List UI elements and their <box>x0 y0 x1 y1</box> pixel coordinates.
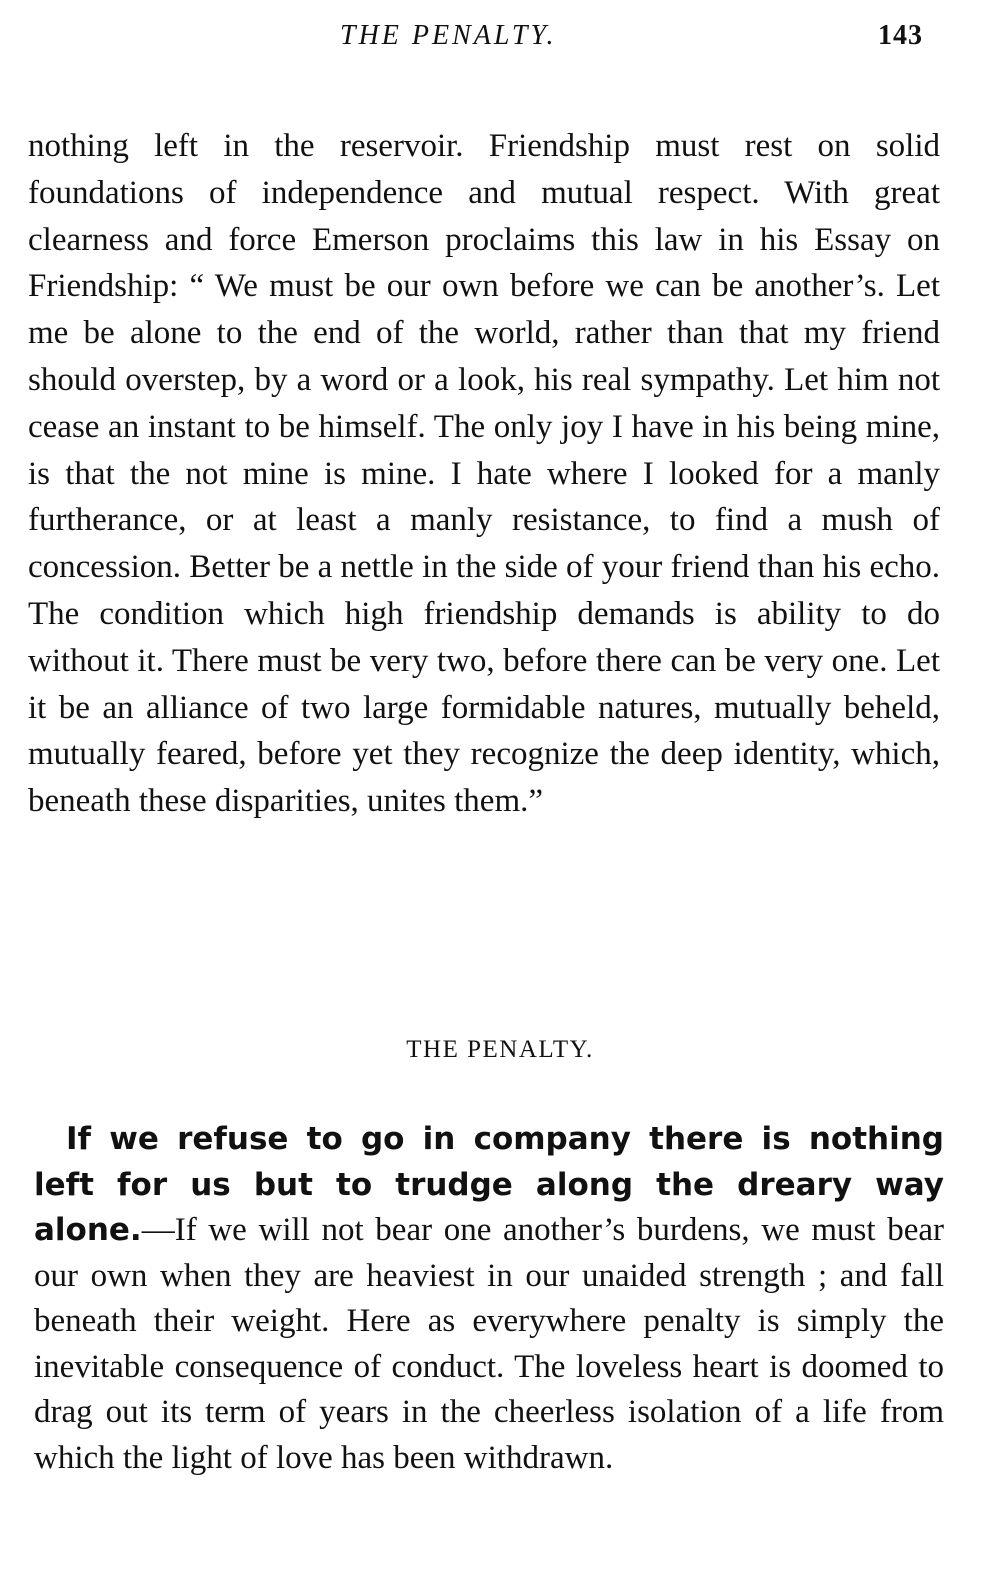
section-heading: THE PENALTY. <box>406 1036 594 1063</box>
running-title: THE PENALTY. <box>340 20 557 51</box>
section-paragraph <box>34 1117 944 1481</box>
body-paragraph: nothing left in the reservoir. Friendship must rest on solid foundations of independence and mutual respect. With great clearness and force Emerson proclaims this law in his Essay on Friendship: “ We must be our own before we can be another’s. Let me be alone to the end of the world, rather than that my friend should overstep, by a word or a look, his real sympathy. Let him not cease an instant to be himself. The only joy I have in his being mine, is that the not mine is mine. I hate where I looked for a manly furtherance, or at least a manly resistance, to find a mush of concession. Better be a nettle in the side of your friend than his echo. The condition which high friendship demands is ability to do without it. There must be very two, before there can be very one. Let it be an alliance of two large formidable natures, mutually beheld, mutually feared, before yet they recognize the deep identity, which, beneath these disparities, unites them.” <box>28 128 940 820</box>
section-body-text: —If we will not bear one another’s burdens, we must bear our own when they are heaviest in our unaided strength ; and fall beneath their weight. Here as everywhere penalty is simply the inevitable consequence of conduct. The loveless heart is doomed to drag out its term of years in the cheerless isolation of a life from which the light of love has been withdrawn. <box>34 1212 944 1476</box>
page-number: 143 <box>878 20 923 51</box>
section-lead-sentence: If we refuse to go in company there is nothing left for us but to trudge along the dreary way alone. <box>34 1121 944 1248</box>
running-head <box>0 20 1000 60</box>
